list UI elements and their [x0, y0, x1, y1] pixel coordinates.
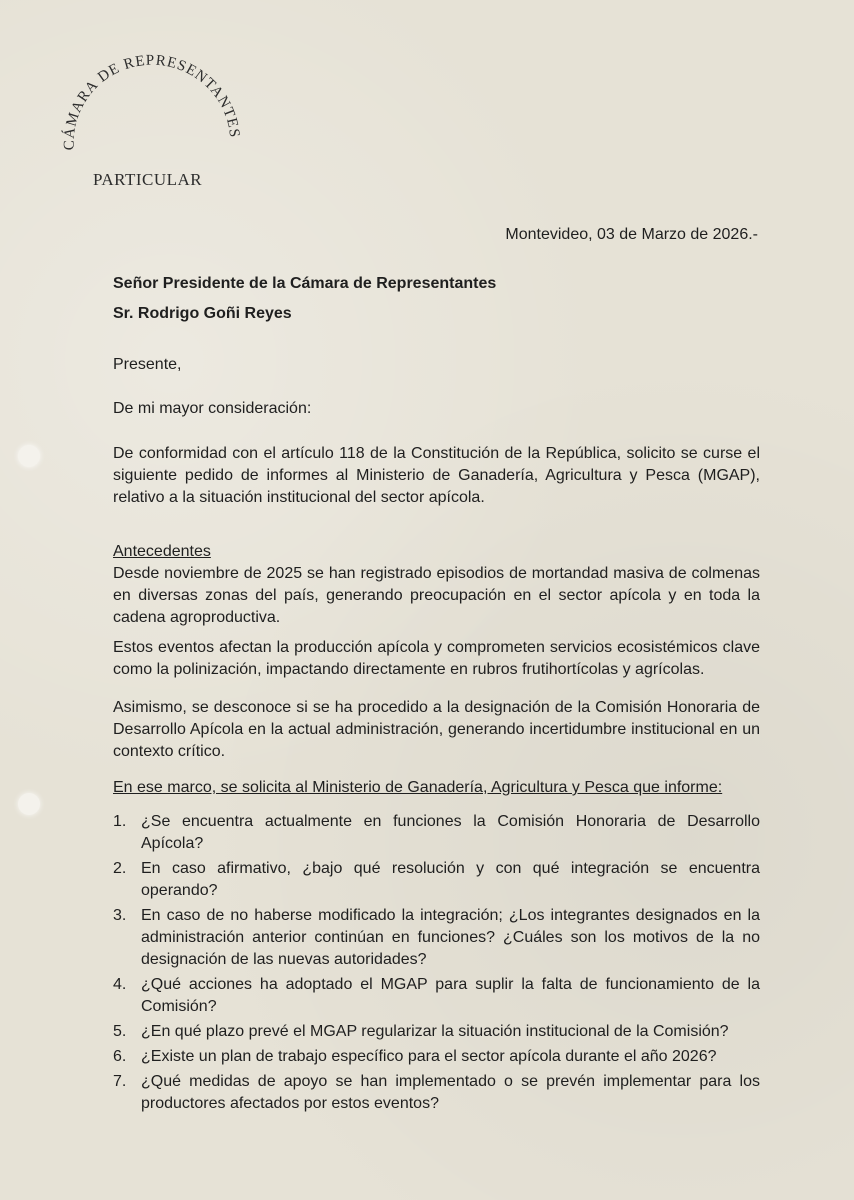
question-number: 1. — [113, 813, 127, 830]
background-paragraph-1: Desde noviembre de 2025 se han registrado episodios de mortandad masiva de colmenas en diversas zonas del país, generando preocupación en el sector apícola y en toda la cadena agroproductiva. — [113, 565, 760, 626]
addressee-block — [113, 269, 496, 329]
question-number: 4. — [113, 976, 127, 993]
chamber-seal — [52, 40, 252, 160]
question-number: 6. — [113, 1048, 127, 1065]
question-text: ¿Qué medidas de apoyo se han implementado o se prevén implementar para los productores afectados por estos eventos? — [141, 1073, 760, 1112]
background-paragraph-3: Asimismo, se desconoce si se ha procedido a la designación de la Comisión Honoraria de Desarrollo Apícola en la actual administración, generando incertidumbre institucional en un contexto crítico. — [113, 699, 760, 760]
salutation-consideration: De mi mayor consideración: — [113, 400, 312, 417]
seal-subtitle: PARTICULAR — [93, 170, 203, 189]
addressee-title: Señor Presidente de la Cámara de Representantes — [113, 275, 497, 292]
intro-paragraph: De conformidad con el artículo 118 de la Constitución de la República, solicito se curse el siguiente pedido de informes al Ministerio de Ganadería, Agricultura y Pesca (MGAP), relativo a la situación institucional del sector apícola. — [113, 445, 760, 506]
question-item — [113, 858, 760, 902]
questions-list — [113, 811, 760, 1118]
question-item — [113, 1071, 760, 1115]
question-item — [113, 1021, 760, 1043]
question-number: 7. — [113, 1073, 127, 1090]
question-text: ¿Se encuentra actualmente en funciones la Comisión Honoraria de Desarrollo Apícola? — [141, 813, 760, 852]
question-text: En caso de no haberse modificado la integración; ¿Los integrantes designados en la administración anterior continúan en funciones? ¿Cuáles son los motivos de la no designación de las nuevas autoridades? — [141, 907, 760, 968]
question-item — [113, 1046, 760, 1068]
question-text: ¿Existe un plan de trabajo específico para el sector apícola durante el año 2026? — [141, 1048, 717, 1065]
question-item — [113, 905, 760, 971]
request-heading: En ese marco, se solicita al Ministerio de Ganadería, Agricultura y Pesca que informe: — [113, 779, 723, 796]
background-heading: Antecedentes — [113, 543, 211, 560]
seal-text: CÁMARA DE REPRESENTANTES — [61, 52, 243, 151]
question-number: 2. — [113, 860, 127, 877]
letter-date: Montevideo, 03 de Marzo de 2026.- — [505, 226, 758, 243]
addressee-name: Sr. Rodrigo Goñi Reyes — [113, 305, 292, 322]
question-item — [113, 974, 760, 1018]
question-number: 3. — [113, 907, 127, 924]
seal-arc-text — [52, 40, 252, 160]
question-text: En caso afirmativo, ¿bajo qué resolución y con qué integración se encuentra operando? — [141, 860, 760, 899]
question-number: 5. — [113, 1023, 127, 1040]
background-paragraph-2: Estos eventos afectan la producción apícola y comprometen servicios ecosistémicos clave como la polinización, impactando directamente en rubros frutihortícolas y agrícolas. — [113, 639, 760, 678]
question-item — [113, 811, 760, 855]
punch-hole — [18, 445, 40, 467]
salutation-present: Presente, — [113, 356, 182, 373]
punch-hole — [18, 793, 40, 815]
question-text: ¿En qué plazo prevé el MGAP regularizar la situación institucional de la Comisión? — [141, 1023, 729, 1040]
question-text: ¿Qué acciones ha adoptado el MGAP para suplir la falta de funcionamiento de la Comisión? — [141, 976, 760, 1015]
